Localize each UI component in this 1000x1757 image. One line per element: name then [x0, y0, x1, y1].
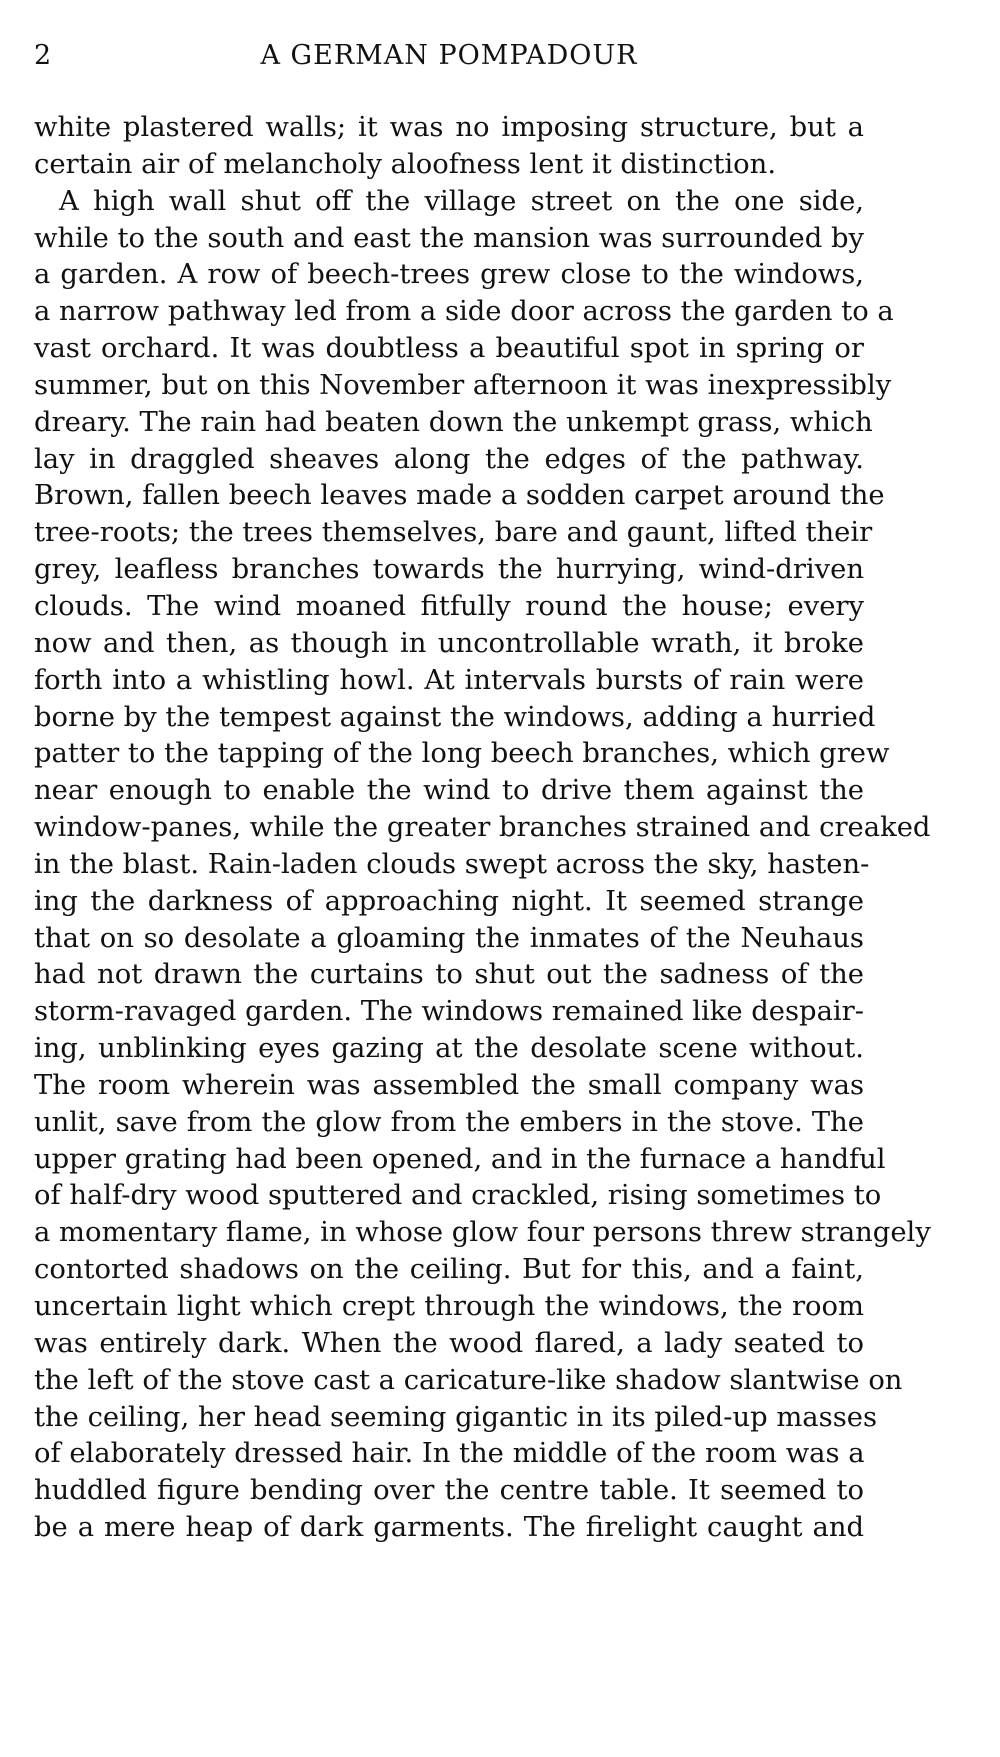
running-head: [34, 40, 864, 84]
text-line: a garden. A row of beech-trees grew close to the windows,: [34, 259, 864, 291]
text-line: a narrow pathway led from a side door across the garden to a: [34, 296, 894, 328]
text-line: upper grating had been opened, and in the furnace a handful: [34, 1143, 886, 1175]
text-line: ing, unblinking eyes gazing at the desolate scene without.: [34, 1033, 864, 1065]
text-line: lay in draggled sheaves along the edges of the pathway.: [34, 443, 864, 475]
text-line: forth into a whistling howl. At intervals bursts of rain were: [34, 664, 864, 696]
text-line: grey, leafless branches towards the hurrying, wind-driven: [34, 554, 864, 586]
text-line: borne by the tempest against the windows, adding a hurried: [34, 701, 876, 733]
text-line: storm-ravaged garden. The windows remained like despair-: [34, 996, 865, 1028]
text-line: clouds. The wind moaned fitfully round the house; every: [34, 590, 864, 622]
text-line: contorted shadows on the ceiling. But for this, and a faint,: [34, 1254, 864, 1286]
text-line: of half-dry wood sputtered and crackled, rising sometimes to: [34, 1180, 882, 1212]
text-line: of elaborately dressed hair. In the middle of the room was a: [34, 1438, 865, 1470]
text-line: uncertain light which crept through the windows, the room: [34, 1291, 864, 1322]
paragraph: [34, 110, 864, 184]
text-line: certain air of melancholy aloofness lent it distinction.: [34, 148, 777, 180]
text-line: a momentary flame, in whose glow four persons threw strangely: [34, 1217, 931, 1249]
text-line: the ceiling, her head seeming gigantic in its piled-up masses: [34, 1401, 878, 1433]
book-title: A GERMAN POMPADOUR: [260, 40, 638, 71]
text-line: had not drawn the curtains to shut out the sadness of the: [34, 959, 864, 991]
book-page: [34, 40, 931, 1547]
text-line: summer, but on this November afternoon it was inexpressibly: [34, 369, 892, 401]
text-line: unlit, save from the glow from the embers in the stove. The: [34, 1106, 864, 1138]
text-line: while to the south and east the mansion was surrounded by: [34, 222, 864, 254]
text-line: be a mere heap of dark garments. The firelight caught and: [34, 1512, 864, 1544]
text-line: the left of the stove cast a caricature-like shadow slantwise on: [34, 1364, 903, 1396]
text-line: A high wall shut off the village street on the one side,: [59, 185, 864, 217]
text-line: patter to the tapping of the long beech branches, which grew: [34, 738, 890, 770]
text-line: vast orchard. It was doubtless a beautiful spot in spring or: [34, 333, 864, 365]
text-line: ing the darkness of approaching night. It seemed strange: [34, 885, 864, 917]
text-line: Brown, fallen beech leaves made a sodden carpet around the: [34, 480, 885, 512]
text-line: window-panes, while the greater branches strained and creaked: [34, 812, 931, 844]
text-line: that on so desolate a gloaming the inmates of the Neuhaus: [34, 922, 864, 954]
page-number: 2: [34, 40, 53, 71]
text-line: in the blast. Rain-laden clouds swept across the sky, hasten-: [34, 848, 870, 880]
text-line: now and then, as though in uncontrollable wrath, it broke: [34, 627, 864, 659]
text-line: white plastered walls; it was no imposing structure, but a: [34, 112, 864, 143]
text-line: dreary. The rain had beaten down the unkempt grass, which: [34, 406, 873, 438]
text-line: huddled figure bending over the centre table. It seemed to: [34, 1475, 864, 1507]
text-line: near enough to enable the wind to drive them against the: [34, 775, 864, 807]
body-text: [34, 110, 931, 1547]
text-line: The room wherein was assembled the small company was: [34, 1069, 864, 1101]
text-line: was entirely dark. When the wood flared, a lady seated to: [34, 1327, 864, 1359]
text-line: tree-roots; the trees themselves, bare and gaunt, lifted their: [34, 517, 873, 549]
paragraph: [34, 184, 931, 1547]
